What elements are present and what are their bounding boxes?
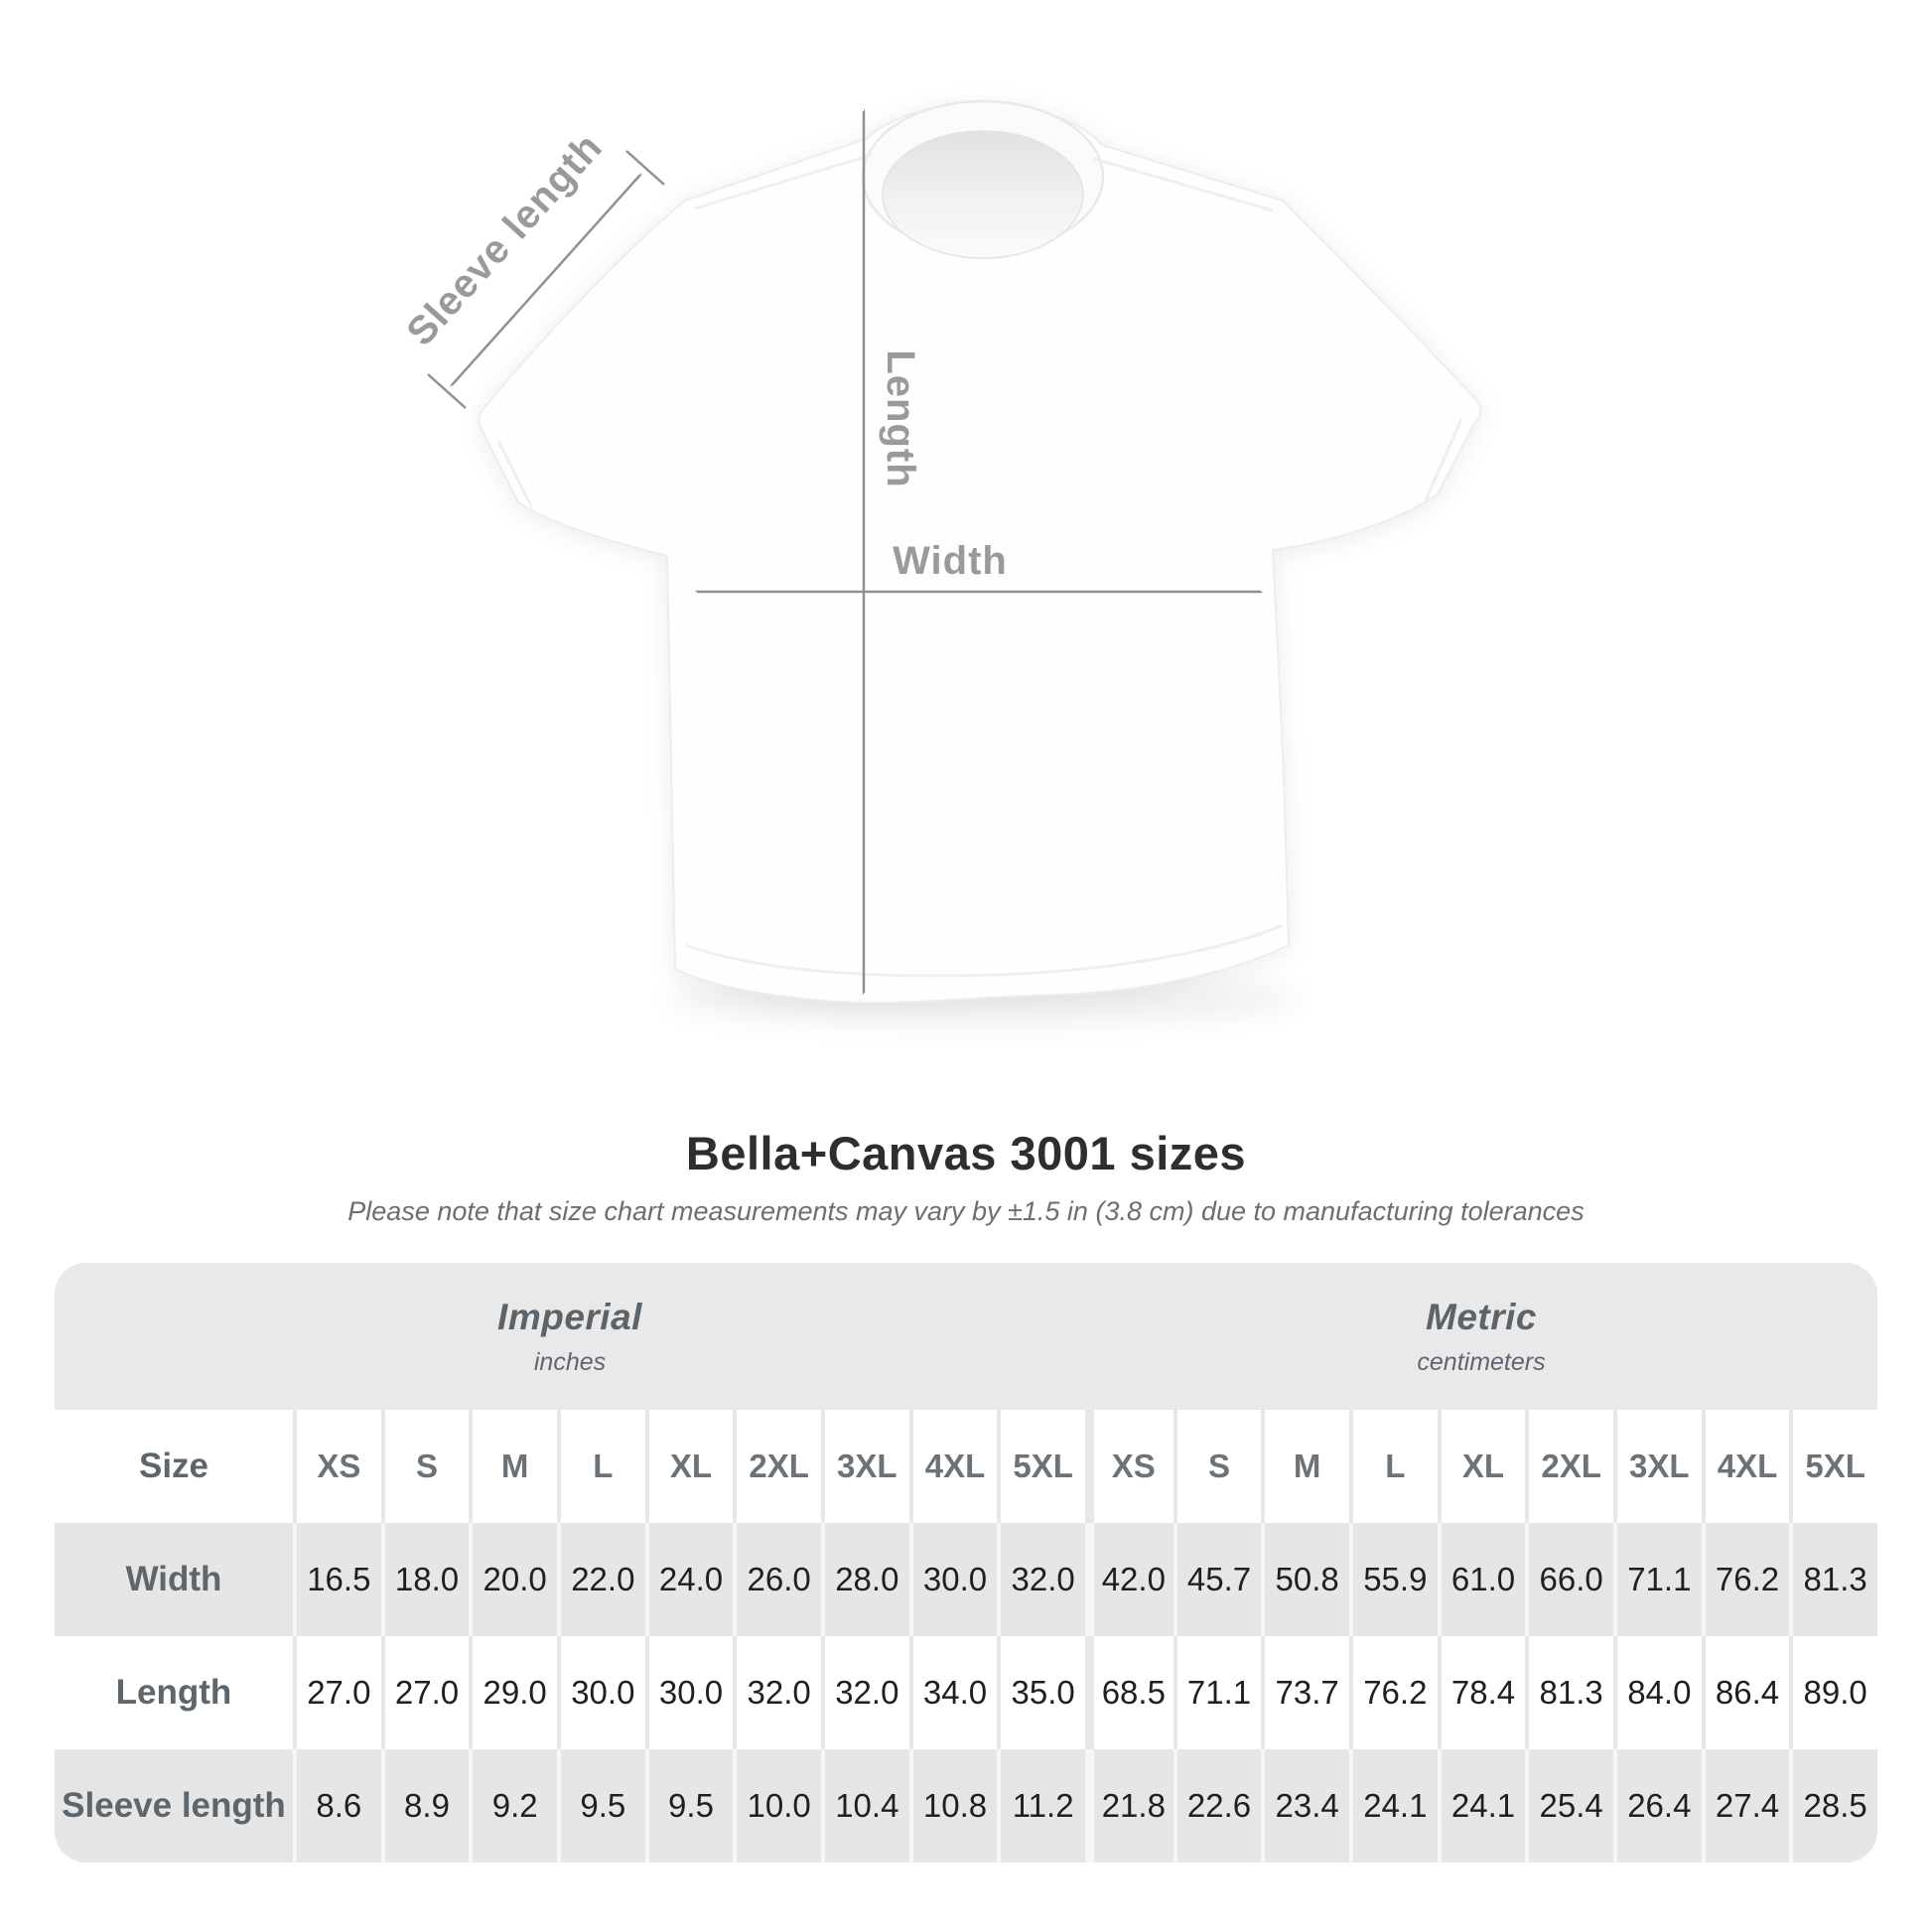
size-column-header: 3XL xyxy=(1613,1410,1702,1523)
value-cell: 89.0 xyxy=(1789,1636,1877,1749)
row-label: Width xyxy=(125,1560,222,1598)
table-header-row xyxy=(55,1410,1877,1523)
size-column-header: 2XL xyxy=(733,1410,821,1523)
page-title: Bella+Canvas 3001 sizes xyxy=(685,1127,1247,1179)
value-cell: 81.3 xyxy=(1789,1523,1877,1636)
value-cell: 16.5 xyxy=(293,1523,381,1636)
group-header-imperial xyxy=(55,1263,1085,1410)
value-cell: 9.2 xyxy=(469,1749,557,1863)
size-column-header: S xyxy=(381,1410,470,1523)
size-column-header: M xyxy=(1261,1410,1349,1523)
length-label: Length xyxy=(879,349,922,488)
value-cell: 9.5 xyxy=(557,1749,645,1863)
value-cell: 26.0 xyxy=(733,1523,821,1636)
value-cell: 20.0 xyxy=(469,1523,557,1636)
value-cell: 66.0 xyxy=(1525,1523,1613,1636)
page-subtitle: Please note that size chart measurements may vary by ±1.5 in (3.8 cm) due to manufacturing tolerances xyxy=(347,1196,1585,1226)
value-cell: 28.0 xyxy=(821,1523,909,1636)
value-cell: 9.5 xyxy=(645,1749,734,1863)
size-column-header: XS xyxy=(293,1410,381,1523)
size-column-header: 5XL xyxy=(997,1410,1085,1523)
value-cell: 76.2 xyxy=(1702,1523,1790,1636)
row-label: Length xyxy=(115,1673,232,1712)
size-column-header: M xyxy=(469,1410,557,1523)
value-cell: 26.4 xyxy=(1613,1749,1702,1863)
size-column-header: 2XL xyxy=(1525,1410,1613,1523)
size-column-header: S xyxy=(1173,1410,1262,1523)
value-cell: 84.0 xyxy=(1613,1636,1702,1749)
size-column-header: L xyxy=(1349,1410,1438,1523)
value-cell: 50.8 xyxy=(1261,1523,1349,1636)
value-cell: 27.4 xyxy=(1702,1749,1790,1863)
measurement-row-sleeve-length xyxy=(55,1749,1877,1863)
value-cell: 86.4 xyxy=(1702,1636,1790,1749)
value-cell: 25.4 xyxy=(1525,1749,1613,1863)
unit-group-band xyxy=(55,1263,1877,1410)
value-cell: 10.0 xyxy=(733,1749,821,1863)
value-cell: 42.0 xyxy=(1085,1523,1173,1636)
neck-opening xyxy=(883,131,1083,258)
size-column-header: 4XL xyxy=(1702,1410,1790,1523)
value-cell: 27.0 xyxy=(381,1636,470,1749)
unit-label: inches xyxy=(533,1347,607,1376)
value-cell: 18.0 xyxy=(381,1523,470,1636)
size-column-header: 3XL xyxy=(821,1410,909,1523)
value-cell: 61.0 xyxy=(1438,1523,1526,1636)
value-cell: 8.6 xyxy=(293,1749,381,1863)
value-cell: 22.0 xyxy=(557,1523,645,1636)
size-column-header: XS xyxy=(1085,1410,1173,1523)
value-cell: 32.0 xyxy=(821,1636,909,1749)
size-column-header: L xyxy=(557,1410,645,1523)
value-cell: 73.7 xyxy=(1261,1636,1349,1749)
value-cell: 71.1 xyxy=(1613,1523,1702,1636)
corner-header-size: Size xyxy=(138,1447,209,1485)
value-cell: 10.4 xyxy=(821,1749,909,1863)
value-cell: 35.0 xyxy=(997,1636,1085,1749)
size-column-header: XL xyxy=(1438,1410,1526,1523)
value-cell: 30.0 xyxy=(557,1636,645,1749)
unit-label: centimeters xyxy=(1417,1347,1546,1376)
value-cell: 30.0 xyxy=(645,1636,734,1749)
group-title: Metric xyxy=(1426,1296,1537,1337)
value-cell: 22.6 xyxy=(1173,1749,1262,1863)
value-cell: 71.1 xyxy=(1173,1636,1262,1749)
value-cell: 21.8 xyxy=(1085,1749,1173,1863)
value-cell: 81.3 xyxy=(1525,1636,1613,1749)
value-cell: 29.0 xyxy=(469,1636,557,1749)
value-cell: 24.1 xyxy=(1438,1749,1526,1863)
group-title: Imperial xyxy=(497,1296,642,1337)
measurement-row-width xyxy=(55,1523,1877,1636)
size-column-header: 5XL xyxy=(1789,1410,1877,1523)
value-cell: 68.5 xyxy=(1085,1636,1173,1749)
value-cell: 27.0 xyxy=(293,1636,381,1749)
sleeve-length-label: Sleeve length xyxy=(398,124,612,354)
value-cell: 24.0 xyxy=(645,1523,734,1636)
value-cell: 32.0 xyxy=(733,1636,821,1749)
sleeve-arrow-end-tick xyxy=(626,151,664,185)
value-cell: 55.9 xyxy=(1349,1523,1438,1636)
value-cell: 45.7 xyxy=(1173,1523,1262,1636)
size-table xyxy=(55,1263,1877,1863)
row-label: Sleeve length xyxy=(62,1786,286,1825)
value-cell: 10.8 xyxy=(909,1749,998,1863)
value-cell: 76.2 xyxy=(1349,1636,1438,1749)
value-cell: 30.0 xyxy=(909,1523,998,1636)
sleeve-arrow-start-tick xyxy=(428,374,466,408)
value-cell: 23.4 xyxy=(1261,1749,1349,1863)
value-cell: 8.9 xyxy=(381,1749,470,1863)
value-cell: 32.0 xyxy=(997,1523,1085,1636)
group-header-metric xyxy=(1085,1263,1877,1410)
size-column-header: 4XL xyxy=(909,1410,998,1523)
size-column-header: XL xyxy=(645,1410,734,1523)
value-cell: 34.0 xyxy=(909,1636,998,1749)
value-cell: 78.4 xyxy=(1438,1636,1526,1749)
value-cell: 11.2 xyxy=(997,1749,1085,1863)
width-label: Width xyxy=(893,539,1008,583)
value-cell: 28.5 xyxy=(1789,1749,1877,1863)
value-cell: 24.1 xyxy=(1349,1749,1438,1863)
measurement-row-length xyxy=(55,1636,1877,1749)
